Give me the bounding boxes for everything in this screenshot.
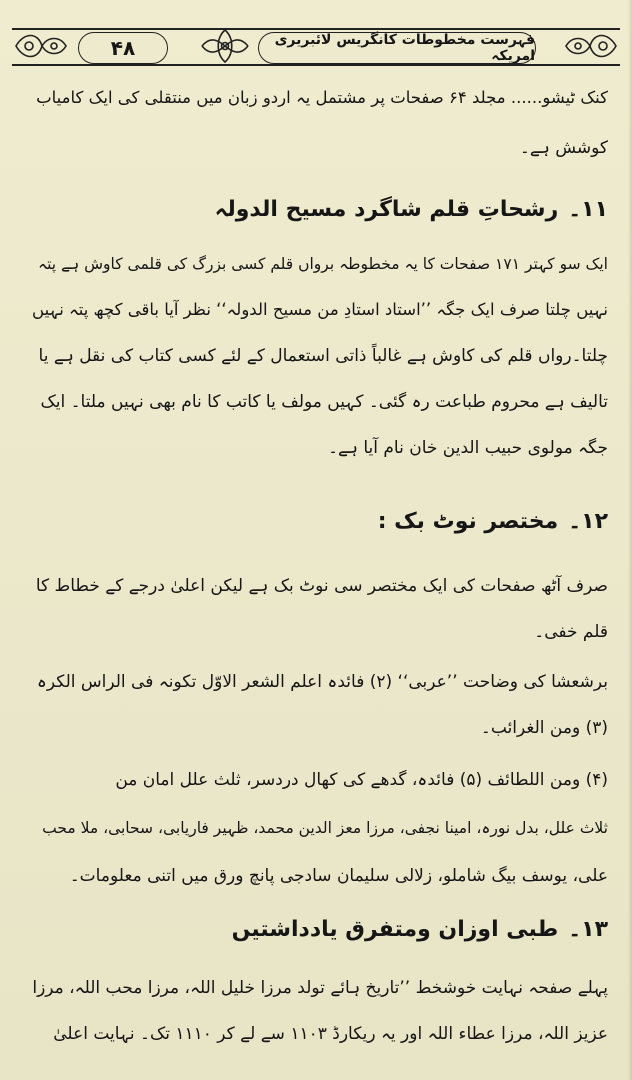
body-line: نہیں چلتا صرف ایک جگہ ’’استاد استادِ من مسیح الدولہ‘‘ نظر آیا باقی کچھ پتہ نہیں (32, 300, 608, 319)
body-line: عزیز اللہ، مرزا عطاء اللہ اور یہ ریکارڈ ۱۱۰۳ سے لے کر ۱۱۱۰ تک۔ نہایت اعلیٰ (53, 1024, 608, 1044)
heading-number: ۱۱۔ (568, 197, 608, 222)
heading-number: ۱۲۔ (568, 509, 608, 534)
body-line: جگہ مولوی حبیب الدین خان نام آیا ہے۔ (328, 438, 608, 458)
section-heading-13 (26, 916, 608, 944)
page-number-cartouche (78, 32, 168, 64)
header-rule-bottom (12, 64, 620, 66)
page-number: ۴۸ (110, 36, 136, 60)
body-line: ثلاث علل، بدل نورہ، امینا نجفی، مرزا معز الدین محمد، ظہیر فاریابی، سحابی، ملا محب (42, 819, 608, 837)
body-line: کوشش ہے۔ (519, 138, 608, 158)
body-line: (۴) ومن اللطائف (۵) فائدہ، گدھے کی کھال دردسر، ثلث علل امان من (115, 770, 608, 790)
running-title: فہرست مخطوطات کانگریس لائبریری امریکہ (274, 32, 535, 64)
body-line: پہلے صفحہ نہایت خوشخط ’’تاریخ ہائے تولد مرزا خلیل اللہ، مرزا محب اللہ، مرزا (32, 978, 608, 998)
body-line: تالیف ہے محروم طباعت رہ گئی۔ کہیں مولف یا کاتب کا نام بھی نہیں ملتا۔ ایک (40, 392, 608, 412)
body-line: صرف آٹھ صفحات کی ایک مختصر سی نوٹ بک ہے لیکن اعلیٰ درجے کے خطاط کا (35, 576, 608, 596)
body-line: قلم خفی۔ (534, 622, 608, 642)
section-heading-11 (26, 196, 608, 224)
center-ornament-icon (196, 26, 254, 66)
page-header (12, 24, 620, 70)
body-line: برشعشا کی وضاحت ’’عربی‘‘ (۲) فائدہ اعلم الشعر الاوّل تکونہ فی الراس الکرہ (36, 672, 608, 692)
right-ornament-icon (562, 26, 620, 66)
page-edge-shadow (628, 0, 632, 1080)
heading-text: طبی اوزان ومتفرق یادداشتیں (231, 917, 559, 942)
section-heading-12 (26, 508, 608, 536)
body-line: علی، یوسف بیگ شاملو، زلالی سلیمان سادجی پانچ ورق میں اتنی معلومات۔ (69, 866, 608, 886)
heading-text: مختصر نوٹ بک : (377, 509, 559, 534)
left-ornament-icon (12, 26, 70, 66)
heading-number: ۱۳۔ (568, 917, 608, 942)
body-line: کنک ٹیشو...... مجلد ۶۴ صفحات پر مشتمل یہ اردو زبان میں منتقلی کی ایک کامیاب (36, 88, 608, 107)
body-line: ایک سو کہتر ۱۷۱ صفحات کا یہ مخطوطہ برواں قلم کسی بزرگ کی قلمی کاوش ہے پتہ (38, 255, 608, 273)
running-title-cartouche (258, 32, 536, 64)
body-line: (۳) ومن الغرائب۔ (480, 718, 608, 738)
body-line: چلتا۔رواں قلم کی کاوش ہے غالباً ذاتی استعمال کے لئے کسی کتاب کی نقل ہے یا (38, 346, 608, 366)
header-rule-top (12, 28, 620, 30)
heading-text: رشحاتِ قلم شاگرد مسیح الدولہ (214, 197, 559, 222)
